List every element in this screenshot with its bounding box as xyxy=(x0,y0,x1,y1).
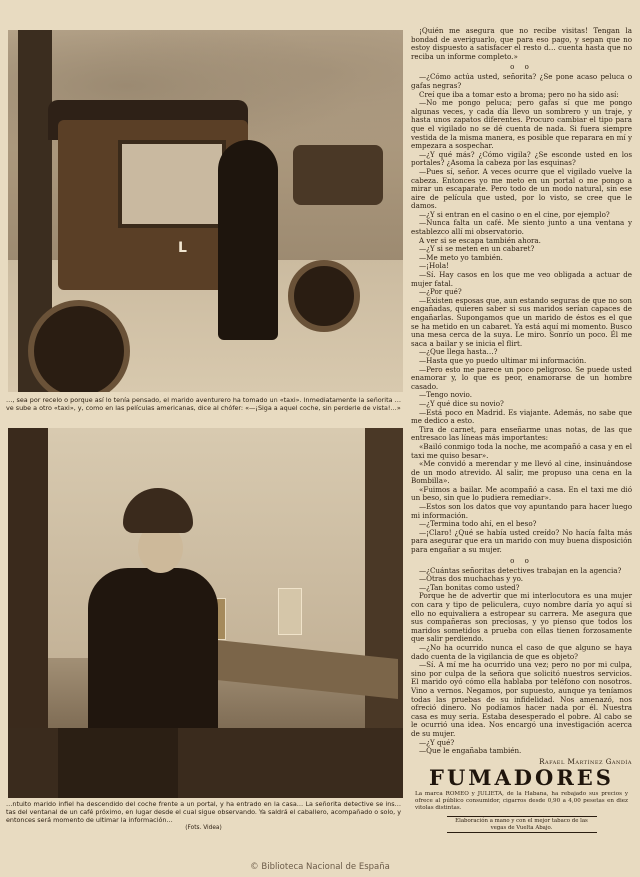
article-paragraph: —Sí. A mí me ha ocurrido una vez; pero no por mi culpa, sino por culpa de la señora que solicitó nuestros servicios. El marido oyó cómo ella hablaba por teléfono con nosotros. Vino a vernos. Negamos, por supuesto, aunque ya teníamos todas las pruebas de su infidelidad. Nos amenazó, nos ofreció dinero. No podíamos hacer nada por él. Nuestra casa es muy seria. Estaba desesperado el pobre. Al cabo se le ocurrió una idea. Nos encargó una investigación acerca de su mujer. xyxy=(411,660,632,738)
photo-second-car xyxy=(293,145,383,205)
car-wheel-front xyxy=(28,300,130,392)
article-paragraph: Creí que iba a tomar esto a broma; pero no ha sido así: xyxy=(419,89,619,99)
article-paragraph: —Que le engañaba también. xyxy=(419,746,522,756)
article-paragraph: —¿Y qué más? ¿Cómo vigila? ¿Se esconde usted en los portales? ¿Asoma la cabeza por las esquinas? xyxy=(411,149,632,168)
caption-bottom-text: …ntuito marido infiel ha descendido del coche frente a un portal, y ha entrado en la casa… La señorita detective se ins…tas del ventanal de un café próximo, en lugar desde el cual sigue observando. Ya saldrá el caballero, acompañado o solo, y entonces será momento de ultimar la información… xyxy=(6,800,401,824)
article-paragraph: —¿Termina todo ahí, en el beso? xyxy=(419,519,537,529)
article-paragraph: —Otras dos muchachas y yo. xyxy=(419,574,524,584)
section-separator: o o xyxy=(510,556,533,565)
article-paragraph: Porque he de advertir que mi interlocutora es una mujer con cara y tipo de peliculera, cuyo nombre daría yo aquí si ello no equivaliera a estropear su carrera. Me asegura que sus compañeras son preciosas, y yo pienso que todos los maridos sometidos a prueba con ellas tienen forzosamente que salir perdiendo. xyxy=(411,591,632,644)
photo-drink-glass-2 xyxy=(278,588,302,635)
lady-hat xyxy=(123,488,193,533)
caption-top: …, sea por recelo o porque así lo tenía pensado, el marido aventurero ha tomado un «taxi». Inmediatamente la señorita …ve sube a otro «taxi», y, como en las películas americanas, dice al chófer: «—¡Siga a aquel coche, sin perderle de vista!…» xyxy=(6,396,401,412)
library-watermark: © Biblioteca Nacional de España xyxy=(250,862,390,872)
article-paragraph: —Hasta que yo puedo ultimar mi información. xyxy=(419,355,587,365)
ad-footer: Elaboración a mano y con el mejor tabaco de las vegas de Vuelta Abajo. xyxy=(447,816,597,833)
article-paragraph: —Existen esposas que, aun estando seguras de que no son engañadas, quieren saber si sus maridos serían capaces de engañarlas. Supongamos que un marido de éstos es el que se ha metido en un cabaret. Ya está aquí mi momento. Busco una mesa cerca de la suya. Le miro. Sonrío un poco. Él me saca a bailar y se inicia el flirt. xyxy=(411,295,632,348)
article-paragraph: —¿Cómo actúa usted, señorita? ¿Se pone acaso peluca o gafas negras? xyxy=(411,72,632,90)
article-paragraph: —Estos son los datos que voy apuntando para hacer luego mi información. xyxy=(411,502,632,520)
author-signature: Rafael Martínez Gandía xyxy=(539,756,632,766)
article-paragraph: —Nunca falta un café. Me siento junto a una ventana y establezco allí mi observatorio. xyxy=(411,218,632,237)
article-paragraph: ¡Quién me asegura que no recibe visitas! Tengan la bondad de averiguarlo, que para eso pago, y sepan que no estoy dispuesto a satisfacer el resto d… cuenta hasta que no reciba un informe completo.» xyxy=(411,26,632,61)
advertisement-fumadores xyxy=(411,765,632,837)
section-separator: o o xyxy=(510,63,533,72)
article-paragraph: —¿Por qué? xyxy=(419,287,462,297)
car-window xyxy=(118,140,226,228)
caption-bottom xyxy=(6,800,401,832)
article-paragraph: —¿Cuántas señoritas detectives trabajan en la agencia? xyxy=(419,565,622,575)
article-paragraph: —Me meto yo también. xyxy=(419,252,503,262)
article-paragraph: —Sí. Hay casos en los que me veo obligada a actuar de mujer fatal. xyxy=(411,270,632,288)
article-paragraph: —Pero esto me parece un poco peligroso. Se puede usted enamorar y, lo que es peor, enamorarse de un hombre casado. xyxy=(411,364,632,391)
article-paragraph: «Me convidó a merendar y me llevó al cine, insinuándose de un modo atrevido. Al salir, me propuso una cena en la Bombilla». xyxy=(411,459,632,486)
article-paragraph: —¿Que llega hasta…? xyxy=(419,347,498,357)
photo-woman-figure xyxy=(218,140,278,340)
article-paragraph: —¡Hola! xyxy=(419,261,449,271)
article-paragraph: —¿Y qué dice su novio? xyxy=(419,398,504,408)
photo-lady-detective xyxy=(68,488,218,758)
photo-credit: (Fots. Videa) xyxy=(185,825,222,831)
article-column xyxy=(411,27,632,766)
car-wheel-rear xyxy=(288,260,360,332)
article-paragraph: —Está poco en Madrid. Es viajante. Además, no sabe que me dedico a esto. xyxy=(411,407,632,426)
article-paragraph: —¿Y qué? xyxy=(419,737,455,747)
photo-taxi-scene xyxy=(8,30,403,392)
article-paragraph: —¿Y si entran en el casino o en el cine, por ejemplo? xyxy=(419,209,610,219)
article-paragraph: —¿Y si se meten en un cabaret? xyxy=(419,244,535,254)
article-paragraph: —Tengo novio. xyxy=(419,390,472,400)
article-paragraph: —No me pongo peluca; pero gafas sí que me pongo algunas veces, y cada día llevo un sombrero y un traje, y hasta unos zapatos diferentes. Procuro cambiar el tipo para que el vigilado no se dé cuenta de nada. Si fuera siempre vestida de la misma manera, es posible que reparara en mí y empezara a sospechar. xyxy=(411,98,632,151)
article-paragraph: —Pues sí, señor. A veces ocurre que el vigilado vuelve la cabeza. Entonces yo me meto en un portal o me pongo a mirar un escaparate. Pero todo de un modo natural, sin ese aire de película que usted, por lo visto, se cree que le damos. xyxy=(411,166,632,211)
photo-cafe-scene xyxy=(8,428,403,798)
photo-chair xyxy=(58,728,178,798)
article-paragraph: A ver si se escapa también ahora. xyxy=(419,235,541,245)
article-paragraph: —¿Tan bonitas como usted? xyxy=(419,582,520,592)
article-paragraph: «Fuimos a bailar. Me acompañó a casa. En el taxi me dió un beso, sin que lo pudiera remediar». xyxy=(411,484,632,503)
article-paragraph: «Bailó conmigo toda la noche, me acompañó a casa y en el taxi me quiso besar». xyxy=(411,441,632,460)
ad-headline: FUMADORES xyxy=(429,765,614,790)
article-paragraph: Tira de carnet, para enseñarme unas notas, de las que entresaco las líneas más importantes: xyxy=(411,424,632,443)
ad-body: La marca ROMEO y JULIETA, de la Habana, ha rebajado sus precios y ofrece al público consumidor, cigarros desde 0,90 a 4,00 pesetas en diez vitolas distintas. xyxy=(415,791,628,811)
car-door-letter: L xyxy=(178,240,187,256)
article-paragraph: —¿No ha ocurrido nunca el caso de que alguno se haya dado cuenta de la vigilancia de que es objeto? xyxy=(411,642,632,661)
article-paragraph: —¡Claro! ¿Qué se había usted creído? No hacía falta más para asegurar que era un marido con muy buena disposición para engañar a su mujer. xyxy=(411,527,632,555)
